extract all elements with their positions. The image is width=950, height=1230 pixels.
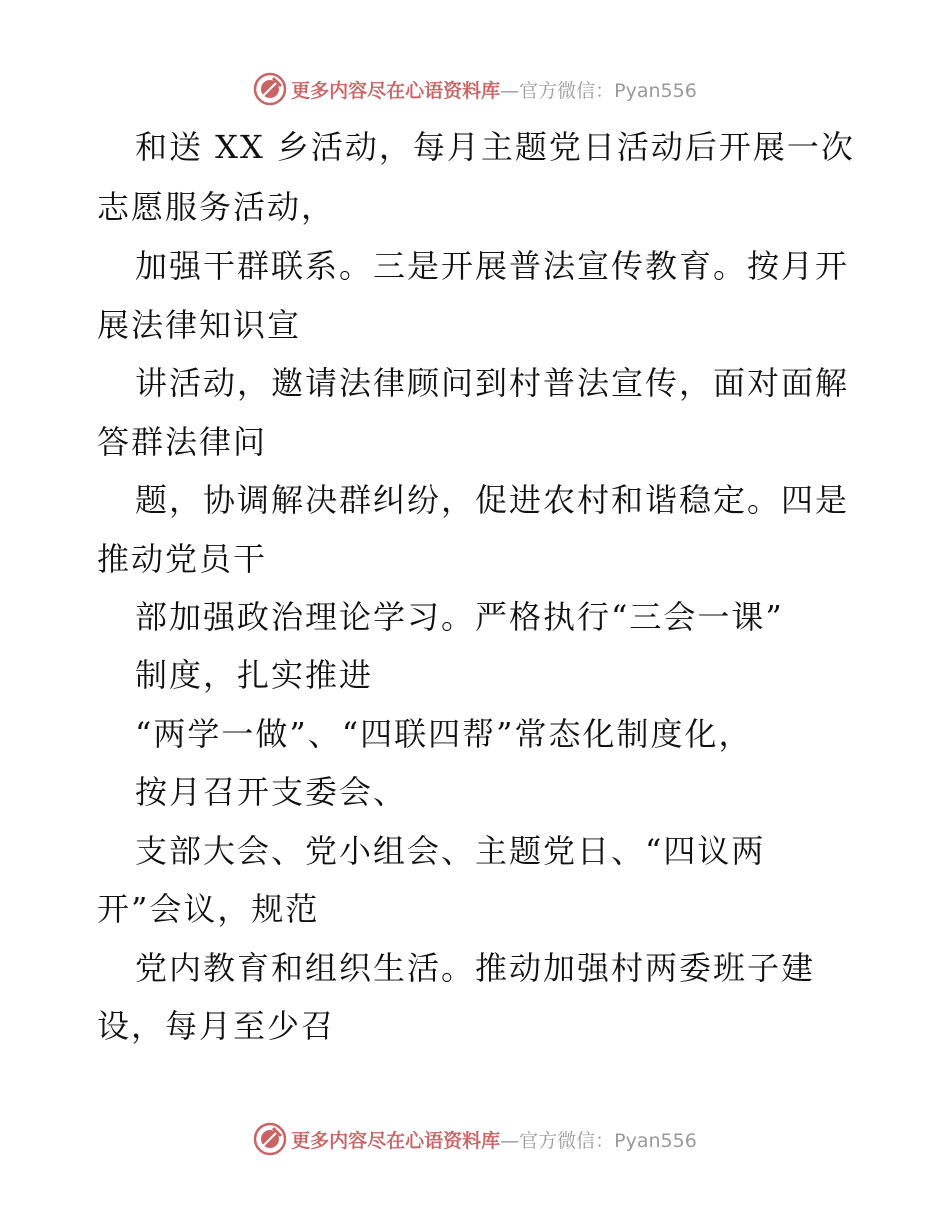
body-line: 讲活动，邀请法律顾问到村普法宣传，面对面解 [135,364,850,402]
body-line: 党内教育和组织生活。推动加强村两委班子建 [135,949,816,987]
body-line: 题，协调解决群纠纷，促进农村和谐稳定。四是 [135,481,850,519]
header-banner-title: 更多内容尽在心语资料库 [291,79,501,102]
body-line: “两学一做”、“四联四帮”常态化制度化， [135,715,753,753]
body-line: 推动党员干 [97,540,268,578]
body-line: 设，每月至少召 [97,1007,336,1045]
body-line: 开”会议，规范 [97,890,320,928]
body-line: 按月召开支委会、 [135,773,408,811]
body-line: 部加强政治理论学习。严格执行“三会一课” [135,598,784,636]
body-line: 和送 XX 乡活动，每月主题党日活动后开展一次 [135,128,855,166]
header-banner-contact: —官方微信：Pyan556 [500,79,697,102]
body-line: 制度，扎实推进 [135,656,374,694]
body-line: 答群法律问 [97,423,268,461]
footer-banner [0,1122,950,1156]
header-banner [0,72,950,106]
body-line: 志愿服务活动， [97,188,336,226]
body-line: 加强干群联系。三是开展普法宣传教育。按月开 [135,247,850,285]
body-line: 支部大会、党小组会、主题党日、“四议两 [135,832,766,870]
red-seal-logo-icon [253,72,287,106]
footer-banner-contact: —官方微信：Pyan556 [500,1129,697,1152]
footer-banner-title: 更多内容尽在心语资料库 [291,1129,501,1152]
red-seal-logo-icon [253,1122,287,1156]
body-line: 展法律知识宣 [97,306,302,344]
